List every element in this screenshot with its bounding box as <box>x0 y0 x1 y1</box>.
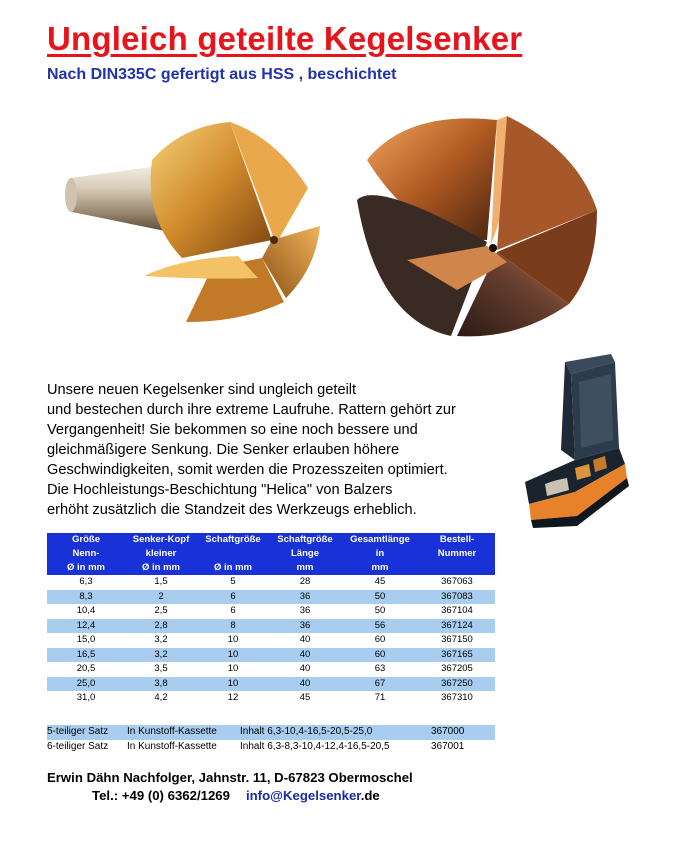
table-row <box>47 604 495 619</box>
table-cell: 4,2 <box>154 692 168 703</box>
plastic-case-photo <box>515 352 632 528</box>
table-cell: 2 <box>125 590 197 605</box>
table-cell: 56 <box>341 619 419 634</box>
table-cell: 1,5 <box>154 576 168 587</box>
table-cell: 8,3 <box>47 590 125 605</box>
table-cell: 10 <box>227 663 239 674</box>
table-cell: 367250 <box>419 677 495 692</box>
table-cell: 50 <box>374 605 386 616</box>
table-cell: 2,5 <box>154 605 168 616</box>
table-cell: 8 <box>197 619 269 634</box>
table-cell: 10 <box>197 648 269 663</box>
set-order-number: 367000 <box>431 726 465 737</box>
table-cell: 20,5 <box>76 663 96 674</box>
table-cell: 3,2 <box>154 634 168 645</box>
table-row <box>47 677 495 692</box>
table-cell: 367165 <box>419 648 495 663</box>
description-line: Geschwindigkeiten, somit werden die Prozesszeiten optimiert. <box>47 462 448 478</box>
table-cell: 367205 <box>441 663 473 674</box>
table-cell: 36 <box>269 619 341 634</box>
table-cell: 367150 <box>441 634 473 645</box>
table-row <box>47 648 495 663</box>
table-cell: 36 <box>299 605 311 616</box>
table-cell: 36 <box>269 590 341 605</box>
table-row <box>47 691 495 706</box>
set-order-number: 367001 <box>431 740 465 752</box>
set-row <box>47 725 495 740</box>
description-line: Die Hochleistungs-Beschichtung "Helica" von Balzers <box>47 482 393 498</box>
table-cell: 31,0 <box>76 692 96 703</box>
table-cell: 63 <box>374 663 386 674</box>
table-cell: 3,2 <box>125 648 197 663</box>
table-cell: 60 <box>374 634 386 645</box>
spec-table <box>47 533 495 706</box>
table-cell: 50 <box>341 590 419 605</box>
table-row <box>47 662 495 677</box>
column-header: Schaftgröße Länge mm <box>269 533 341 575</box>
table-cell: 367124 <box>419 619 495 634</box>
set-row <box>47 740 495 755</box>
description-line: Unsere neuen Kegelsenker sind ungleich geteilt <box>47 382 357 398</box>
column-header: Schaftgröße Ø in mm <box>197 533 269 575</box>
spec-table-header <box>47 533 495 575</box>
company-address: Erwin Dähn Nachfolger, Jahnstr. 11, D-67823 Obermoschel <box>47 770 413 785</box>
column-header: Gesamtlänge in mm <box>341 533 419 575</box>
table-cell: 28 <box>299 576 311 587</box>
table-cell: 45 <box>299 692 311 703</box>
set-name: 6-teiliger Satz <box>47 740 109 752</box>
table-cell: 2,8 <box>125 619 197 634</box>
table-cell: 40 <box>269 677 341 692</box>
table-cell: 40 <box>299 634 311 645</box>
table-cell: 15,0 <box>76 634 96 645</box>
product-description <box>47 380 517 520</box>
table-cell: 40 <box>269 648 341 663</box>
table-cell: 60 <box>341 648 419 663</box>
set-container: In Kunstoff-Kassette <box>127 726 217 737</box>
set-content: Inhalt 6,3-8,3-10,4-12,4-16,5-20,5 <box>240 740 390 752</box>
table-cell: 45 <box>374 576 386 587</box>
table-row <box>47 590 495 605</box>
table-cell: 6 <box>197 590 269 605</box>
table-cell: 40 <box>299 663 311 674</box>
table-cell: 10,4 <box>76 605 96 616</box>
table-cell: 10 <box>197 677 269 692</box>
set-offers <box>47 725 495 754</box>
set-content: Inhalt 6,3-10,4-16,5-20,5-25,0 <box>240 726 373 737</box>
table-cell: 6,3 <box>79 576 93 587</box>
column-header: Größe Nenn- Ø in mm <box>47 533 125 575</box>
page-title: Ungleich geteilte Kegelsenker <box>47 20 523 57</box>
description-line: und bestechen durch ihre extreme Laufruhe. Rattern gehört zur <box>47 402 456 418</box>
table-row <box>47 575 495 590</box>
countersink-head-photo <box>347 90 604 344</box>
table-cell: 3,8 <box>125 677 197 692</box>
column-header: Senker-Kopf kleiner Ø in mm <box>125 533 197 575</box>
page-subtitle: Nach DIN335C gefertigt aus HSS , beschichtet <box>47 66 397 83</box>
table-cell: 367104 <box>441 605 473 616</box>
table-cell: 25,0 <box>47 677 125 692</box>
set-container: In Kunstoff-Kassette <box>127 740 217 752</box>
table-cell: 10 <box>227 634 239 645</box>
table-cell: 367063 <box>441 576 473 587</box>
phone-number: Tel.: +49 (0) 6362/1269 <box>92 788 230 803</box>
table-cell: 367083 <box>419 590 495 605</box>
description-line: erhöht zusätzlich die Standzeit des Werkzeugs erheblich. <box>47 502 417 518</box>
email-link[interactable]: info@Kegelsenker.de <box>245 788 380 803</box>
table-cell: 12,4 <box>47 619 125 634</box>
contact-line <box>92 788 380 803</box>
table-cell: 6 <box>230 605 236 616</box>
table-cell: 12 <box>227 692 239 703</box>
table-row <box>47 619 495 634</box>
table-cell: 5 <box>230 576 236 587</box>
table-cell: 67 <box>341 677 419 692</box>
countersink-with-shank-photo <box>62 108 324 330</box>
description-line: gleichmäßigere Senkung. Die Senker erlauben höhere <box>47 442 400 458</box>
description-line: Vergangenheit! Sie bekommen so eine noch bessere und <box>47 422 418 438</box>
table-row <box>47 633 495 648</box>
table-cell: 16,5 <box>47 648 125 663</box>
set-name: 5-teiliger Satz <box>47 726 109 737</box>
table-cell: 71 <box>374 692 386 703</box>
table-cell: 3,5 <box>154 663 168 674</box>
table-cell: 367310 <box>441 692 473 703</box>
column-header: Bestell- Nummer <box>419 533 495 575</box>
